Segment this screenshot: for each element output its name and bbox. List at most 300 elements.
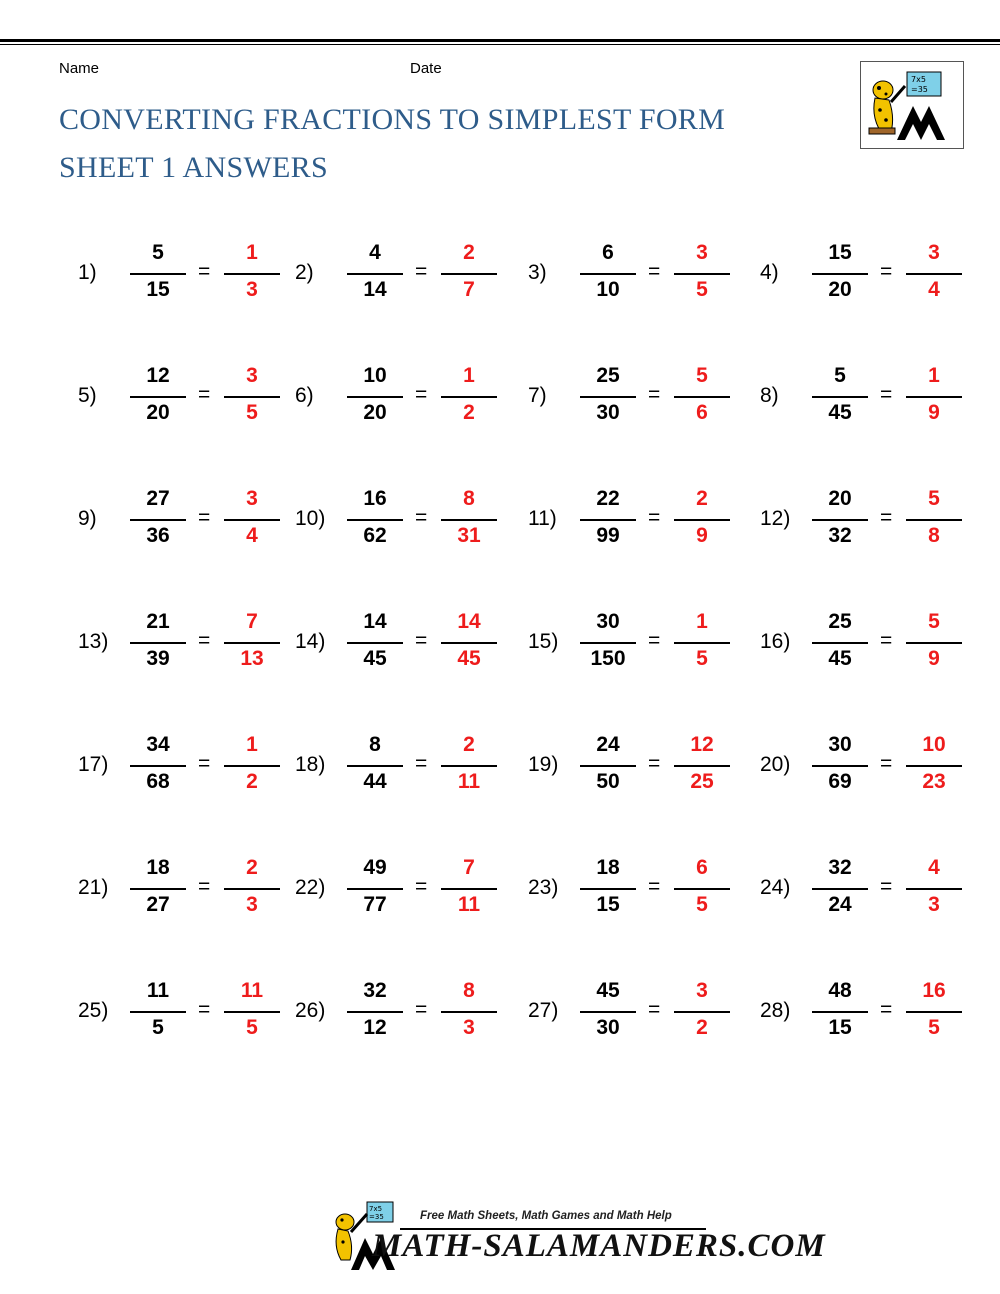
answer-numerator: 7: [463, 856, 475, 879]
question-denominator: 27: [146, 893, 170, 916]
answer-fraction: [674, 732, 730, 802]
answer-numerator: 14: [457, 610, 481, 633]
answer-numerator: 16: [922, 979, 946, 1002]
answer-fraction: [224, 486, 280, 556]
fraction-bar: [674, 519, 730, 521]
question-denominator: 68: [146, 770, 170, 793]
problem-item: [295, 855, 525, 925]
question-numerator: 48: [828, 979, 852, 1002]
question-denominator: 20: [828, 278, 852, 301]
question-fraction: [580, 363, 636, 433]
answer-denominator: 2: [696, 1016, 708, 1039]
problem-item: [295, 732, 525, 802]
question-fraction: [130, 855, 186, 925]
fraction-bar: [812, 765, 868, 767]
fraction-bar: [812, 273, 868, 275]
answer-numerator: 1: [928, 364, 940, 387]
question-numerator: 34: [146, 733, 170, 756]
answer-fraction: [441, 855, 497, 925]
svg-text:=35: =35: [369, 1213, 384, 1221]
fraction-bar: [441, 765, 497, 767]
equals-sign: =: [198, 383, 211, 406]
problem-number: 4): [760, 261, 779, 284]
question-fraction: [812, 609, 868, 679]
question-fraction: [347, 609, 403, 679]
equals-sign: =: [880, 629, 893, 652]
answer-numerator: 8: [463, 979, 475, 1002]
problem-item: [528, 732, 758, 802]
equals-sign: =: [880, 506, 893, 529]
question-denominator: 20: [363, 401, 387, 424]
equals-sign: =: [880, 752, 893, 775]
answer-fraction: [224, 363, 280, 433]
fraction-bar: [347, 1011, 403, 1013]
answer-numerator: 2: [463, 241, 475, 264]
problem-number: 6): [295, 384, 314, 407]
problem-item: [760, 486, 990, 556]
answer-numerator: 11: [240, 979, 264, 1002]
problem-item: [760, 240, 990, 310]
problem-item: [295, 363, 525, 433]
fraction-bar: [224, 888, 280, 890]
fraction-bar: [674, 888, 730, 890]
answer-numerator: 5: [928, 610, 940, 633]
answer-denominator: 7: [463, 278, 475, 301]
problem-item: [528, 486, 758, 556]
problem-item: [760, 609, 990, 679]
svg-text:=35: =35: [911, 85, 928, 94]
question-numerator: 30: [828, 733, 852, 756]
question-fraction: [812, 486, 868, 556]
question-denominator: 62: [363, 524, 387, 547]
answer-numerator: 7: [246, 610, 258, 633]
question-denominator: 12: [363, 1016, 387, 1039]
fraction-bar: [130, 273, 186, 275]
question-numerator: 5: [834, 364, 846, 387]
question-fraction: [580, 732, 636, 802]
question-numerator: 30: [596, 610, 620, 633]
fraction-bar: [580, 1011, 636, 1013]
question-denominator: 15: [828, 1016, 852, 1039]
equals-sign: =: [198, 260, 211, 283]
equals-sign: =: [880, 998, 893, 1021]
problem-item: [78, 978, 308, 1048]
fraction-bar: [580, 519, 636, 521]
fraction-bar: [906, 888, 962, 890]
question-fraction: [812, 240, 868, 310]
equals-sign: =: [880, 260, 893, 283]
equals-sign: =: [198, 629, 211, 652]
question-numerator: 10: [363, 364, 387, 387]
fraction-bar: [580, 396, 636, 398]
answer-fraction: [224, 978, 280, 1048]
question-denominator: 150: [590, 647, 626, 670]
question-denominator: 44: [363, 770, 387, 793]
fraction-bar: [441, 1011, 497, 1013]
answer-denominator: 13: [240, 647, 264, 670]
answer-numerator: 5: [928, 487, 940, 510]
answer-fraction: [674, 363, 730, 433]
problem-number: 3): [528, 261, 547, 284]
date-label: Date: [410, 60, 442, 77]
question-denominator: 36: [146, 524, 170, 547]
equals-sign: =: [415, 875, 428, 898]
answer-denominator: 9: [928, 647, 940, 670]
fraction-bar: [130, 642, 186, 644]
answer-numerator: 4: [928, 856, 940, 879]
equals-sign: =: [648, 506, 661, 529]
problem-number: 8): [760, 384, 779, 407]
fraction-bar: [674, 1011, 730, 1013]
answer-numerator: 2: [696, 487, 708, 510]
question-denominator: 15: [596, 893, 620, 916]
question-numerator: 25: [596, 364, 620, 387]
question-fraction: [812, 732, 868, 802]
question-numerator: 18: [596, 856, 620, 879]
answer-denominator: 3: [928, 893, 940, 916]
fraction-bar: [224, 273, 280, 275]
answer-denominator: 3: [463, 1016, 475, 1039]
fraction-bar: [347, 396, 403, 398]
question-numerator: 14: [363, 610, 387, 633]
answer-fraction: [674, 486, 730, 556]
problem-number: 28): [760, 999, 791, 1022]
question-fraction: [580, 855, 636, 925]
problem-item: [295, 978, 525, 1048]
fraction-bar: [580, 765, 636, 767]
fraction-bar: [906, 642, 962, 644]
answer-fraction: [224, 732, 280, 802]
fraction-bar: [906, 1011, 962, 1013]
question-denominator: 99: [596, 524, 620, 547]
question-denominator: 30: [596, 1016, 620, 1039]
question-numerator: 11: [146, 979, 170, 1002]
question-fraction: [347, 978, 403, 1048]
problem-item: [295, 240, 525, 310]
fraction-bar: [674, 396, 730, 398]
question-fraction: [347, 240, 403, 310]
answer-denominator: 3: [246, 893, 258, 916]
problem-item: [528, 363, 758, 433]
problem-number: 11): [528, 507, 557, 530]
equals-sign: =: [415, 506, 428, 529]
question-numerator: 8: [369, 733, 381, 756]
question-denominator: 69: [828, 770, 852, 793]
problem-number: 13): [78, 630, 109, 653]
fraction-bar: [906, 765, 962, 767]
answer-fraction: [441, 363, 497, 433]
question-fraction: [347, 486, 403, 556]
answer-fraction: [674, 240, 730, 310]
question-numerator: 4: [369, 241, 381, 264]
fraction-bar: [130, 396, 186, 398]
fraction-bar: [580, 273, 636, 275]
answer-numerator: 6: [696, 856, 708, 879]
fraction-bar: [130, 765, 186, 767]
question-numerator: 15: [828, 241, 852, 264]
question-denominator: 14: [363, 278, 387, 301]
fraction-bar: [347, 888, 403, 890]
answer-numerator: 3: [696, 979, 708, 1002]
question-numerator: 32: [828, 856, 852, 879]
fraction-bar: [441, 642, 497, 644]
answer-numerator: 10: [922, 733, 946, 756]
question-numerator: 20: [828, 487, 852, 510]
fraction-bar: [674, 765, 730, 767]
answer-denominator: 5: [696, 278, 708, 301]
question-denominator: 39: [146, 647, 170, 670]
equals-sign: =: [880, 875, 893, 898]
fraction-bar: [580, 642, 636, 644]
question-fraction: [347, 732, 403, 802]
answer-denominator: 6: [696, 401, 708, 424]
problem-item: [528, 978, 758, 1048]
problem-number: 17): [78, 753, 109, 776]
question-numerator: 24: [596, 733, 620, 756]
answer-fraction: [674, 609, 730, 679]
answer-numerator: 3: [246, 364, 258, 387]
question-fraction: [580, 978, 636, 1048]
fraction-bar: [812, 888, 868, 890]
fraction-bar: [347, 273, 403, 275]
equals-sign: =: [415, 260, 428, 283]
question-numerator: 6: [602, 241, 614, 264]
fraction-bar: [130, 1011, 186, 1013]
problem-number: 14): [295, 630, 326, 653]
answer-fraction: [906, 978, 962, 1048]
problem-item: [528, 240, 758, 310]
answer-numerator: 2: [463, 733, 475, 756]
answer-fraction: [441, 609, 497, 679]
answer-denominator: 25: [690, 770, 714, 793]
problem-item: [78, 732, 308, 802]
fraction-bar: [906, 396, 962, 398]
problem-number: 7): [528, 384, 547, 407]
answer-numerator: 1: [696, 610, 708, 633]
question-numerator: 32: [363, 979, 387, 1002]
equals-sign: =: [415, 383, 428, 406]
answer-fraction: [906, 240, 962, 310]
equals-sign: =: [880, 383, 893, 406]
fraction-bar: [130, 888, 186, 890]
question-numerator: 22: [596, 487, 620, 510]
equals-sign: =: [415, 752, 428, 775]
answer-numerator: 3: [928, 241, 940, 264]
question-fraction: [130, 363, 186, 433]
problem-item: [760, 732, 990, 802]
question-fraction: [812, 978, 868, 1048]
answer-denominator: 5: [696, 893, 708, 916]
fraction-bar: [224, 519, 280, 521]
fraction-bar: [347, 765, 403, 767]
equals-sign: =: [198, 875, 211, 898]
answer-numerator: 3: [246, 487, 258, 510]
question-denominator: 15: [146, 278, 170, 301]
equals-sign: =: [648, 998, 661, 1021]
answer-numerator: 1: [463, 364, 475, 387]
problem-item: [295, 486, 525, 556]
fraction-bar: [347, 519, 403, 521]
answer-fraction: [441, 732, 497, 802]
fraction-bar: [674, 642, 730, 644]
answer-fraction: [906, 363, 962, 433]
problem-item: [760, 855, 990, 925]
svg-text:7x5: 7x5: [911, 75, 926, 84]
problem-number: 2): [295, 261, 314, 284]
name-label: Name: [59, 60, 100, 77]
problem-number: 9): [78, 507, 97, 530]
answer-numerator: 3: [696, 241, 708, 264]
page-subtitle: SHEET 1 ANSWERS: [59, 151, 328, 184]
answer-denominator: 9: [928, 401, 940, 424]
question-denominator: 10: [596, 278, 620, 301]
fraction-bar: [906, 273, 962, 275]
problem-item: [78, 486, 308, 556]
problem-item: [528, 609, 758, 679]
problem-number: 19): [528, 753, 559, 776]
question-fraction: [812, 855, 868, 925]
answer-numerator: 2: [246, 856, 258, 879]
fraction-bar: [441, 519, 497, 521]
answer-fraction: [441, 978, 497, 1048]
problem-number: 18): [295, 753, 326, 776]
equals-sign: =: [648, 629, 661, 652]
problem-number: 23): [528, 876, 559, 899]
answer-fraction: [906, 732, 962, 802]
answer-denominator: 8: [928, 524, 940, 547]
problem-number: 16): [760, 630, 791, 653]
question-fraction: [130, 486, 186, 556]
problem-number: 5): [78, 384, 97, 407]
answer-fraction: [906, 486, 962, 556]
problem-item: [78, 240, 308, 310]
fraction-bar: [580, 888, 636, 890]
problem-item: [78, 855, 308, 925]
question-numerator: 5: [152, 241, 164, 264]
answer-numerator: 1: [246, 241, 258, 264]
problem-number: 12): [760, 507, 791, 530]
answer-denominator: 9: [696, 524, 708, 547]
equals-sign: =: [648, 752, 661, 775]
fraction-bar: [347, 642, 403, 644]
answer-denominator: 31: [457, 524, 481, 547]
question-denominator: 20: [146, 401, 170, 424]
answer-fraction: [674, 978, 730, 1048]
problem-number: 20): [760, 753, 791, 776]
answer-numerator: 8: [463, 487, 475, 510]
question-fraction: [130, 609, 186, 679]
equals-sign: =: [648, 260, 661, 283]
question-denominator: 5: [152, 1016, 164, 1039]
question-fraction: [347, 363, 403, 433]
answer-fraction: [441, 240, 497, 310]
answer-denominator: 4: [246, 524, 258, 547]
problem-number: 26): [295, 999, 326, 1022]
answer-denominator: 23: [922, 770, 946, 793]
fraction-bar: [674, 273, 730, 275]
problem-item: [295, 609, 525, 679]
footer-tagline: Free Math Sheets, Math Games and Math Help: [420, 1210, 672, 1222]
answer-fraction: [674, 855, 730, 925]
answer-denominator: 2: [246, 770, 258, 793]
answer-numerator: 5: [696, 364, 708, 387]
question-fraction: [130, 240, 186, 310]
answer-fraction: [224, 855, 280, 925]
question-numerator: 12: [146, 364, 170, 387]
problem-item: [760, 978, 990, 1048]
fraction-bar: [224, 1011, 280, 1013]
question-numerator: 21: [146, 610, 170, 633]
answer-denominator: 11: [457, 893, 481, 916]
fraction-bar: [224, 396, 280, 398]
question-fraction: [580, 486, 636, 556]
question-denominator: 30: [596, 401, 620, 424]
fraction-bar: [812, 642, 868, 644]
answer-numerator: 12: [690, 733, 714, 756]
answer-fraction: [906, 855, 962, 925]
question-denominator: 50: [596, 770, 620, 793]
answer-denominator: 5: [696, 647, 708, 670]
question-denominator: 32: [828, 524, 852, 547]
question-fraction: [580, 609, 636, 679]
answer-denominator: 11: [457, 770, 481, 793]
answer-denominator: 5: [928, 1016, 940, 1039]
answer-fraction: [224, 240, 280, 310]
question-denominator: 45: [363, 647, 387, 670]
question-fraction: [812, 363, 868, 433]
answer-numerator: 1: [246, 733, 258, 756]
answer-denominator: 5: [246, 401, 258, 424]
problem-number: 10): [295, 507, 326, 530]
problem-number: 24): [760, 876, 791, 899]
question-numerator: 25: [828, 610, 852, 633]
equals-sign: =: [415, 998, 428, 1021]
problem-item: [78, 609, 308, 679]
equals-sign: =: [198, 998, 211, 1021]
answer-denominator: 2: [463, 401, 475, 424]
question-denominator: 45: [828, 647, 852, 670]
answer-denominator: 5: [246, 1016, 258, 1039]
question-numerator: 49: [363, 856, 387, 879]
problem-number: 1): [78, 261, 97, 284]
fraction-bar: [224, 642, 280, 644]
problem-number: 15): [528, 630, 559, 653]
question-fraction: [347, 855, 403, 925]
fraction-bar: [906, 519, 962, 521]
svg-text:7x5: 7x5: [369, 1205, 383, 1213]
fraction-bar: [441, 396, 497, 398]
fraction-bar: [812, 396, 868, 398]
fraction-bar: [812, 519, 868, 521]
answer-fraction: [906, 609, 962, 679]
question-numerator: 18: [146, 856, 170, 879]
question-fraction: [580, 240, 636, 310]
page-title: CONVERTING FRACTIONS TO SIMPLEST FORM: [59, 103, 726, 136]
fraction-bar: [130, 519, 186, 521]
problem-number: 27): [528, 999, 559, 1022]
fraction-bar: [441, 273, 497, 275]
answer-denominator: 4: [928, 278, 940, 301]
question-denominator: 45: [828, 401, 852, 424]
footer-brand: MATH-SALAMANDERS.COM: [372, 1228, 826, 1264]
equals-sign: =: [198, 506, 211, 529]
question-denominator: 24: [828, 893, 852, 916]
question-numerator: 27: [146, 487, 170, 510]
problem-item: [78, 363, 308, 433]
answer-fraction: [224, 609, 280, 679]
equals-sign: =: [648, 383, 661, 406]
answer-denominator: 3: [246, 278, 258, 301]
